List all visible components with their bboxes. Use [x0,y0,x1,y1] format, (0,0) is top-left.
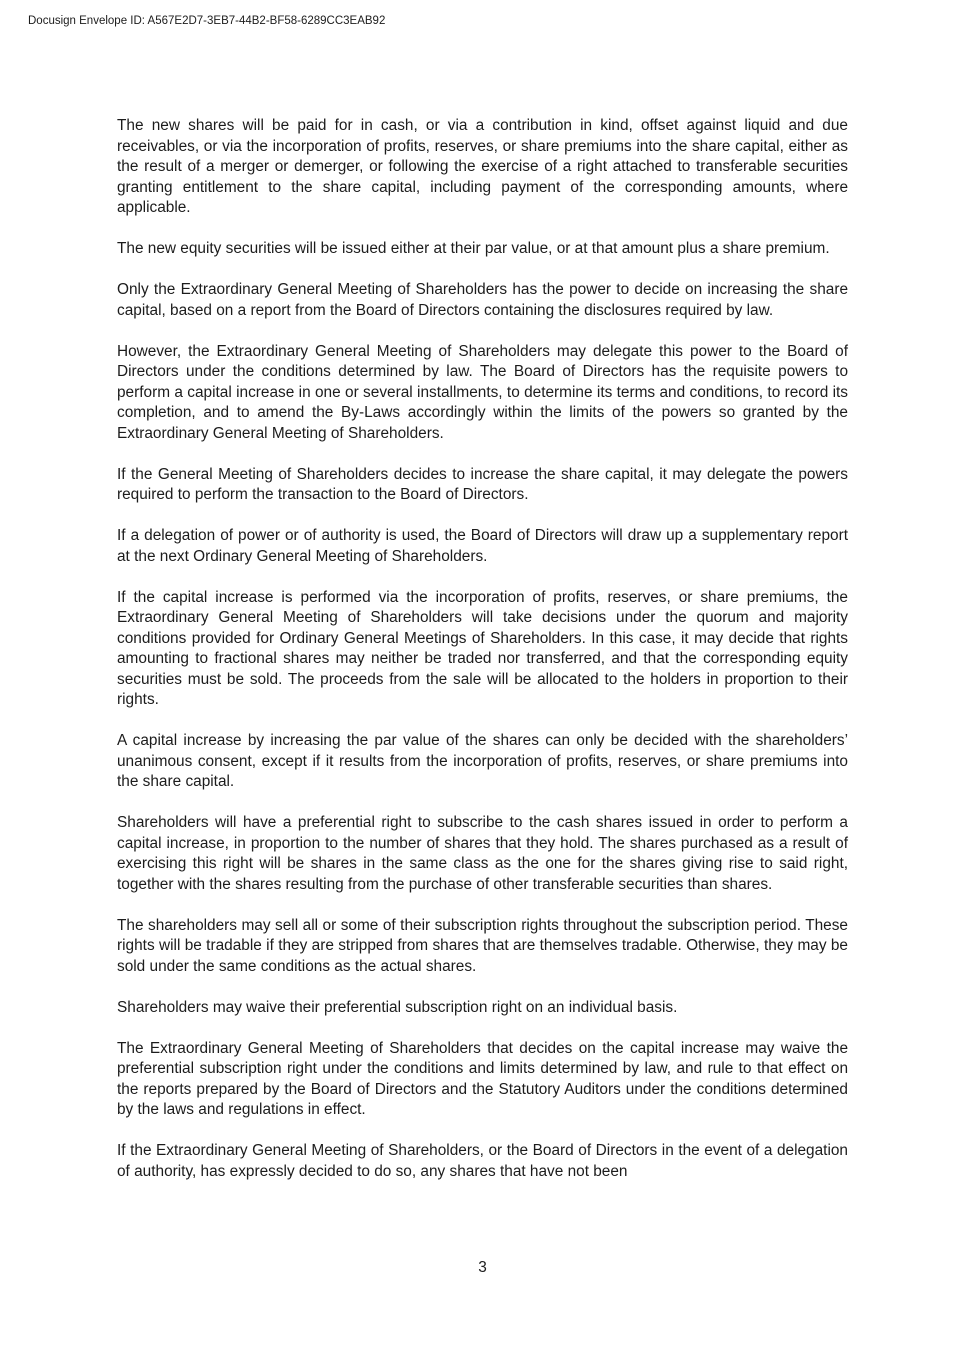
paragraph: If the capital increase is performed via the incorporation of profits, reserves, or share premiums, the Extraordinary General Meeting of Shareholders will take decisions under the quorum and majority conditions provided for Ordinary General Meetings of Shareholders. In this case, it may decide that rights amounting to fractional shares may neither be traded nor transferred, and that the corresponding equity securities must be sold. The proceeds from the sale will be allocated to the holders in proportion to their rights. [117,588,848,708]
paragraph: The shareholders may sell all or some of their subscription rights throughout the subscription period. These rights will be tradable if they are stripped from shares that are themselves tradable. Otherwise, they may be sold under the same conditions as the actual shares. [117,916,848,975]
document-body [117,116,848,1203]
paragraph: The new equity securities will be issued either at their par value, or at that amount plus a share premium. [117,240,830,257]
paragraph: However, the Extraordinary General Meeting of Shareholders may delegate this power to the Board of Directors under the conditions determined by law. The Board of Directors has the requisite powers to perform a capital increase in one or several installments, to determine its terms and conditions, to record its completion, and to amend the By-Laws accordingly within the limits of the powers so granted by the Extraordinary General Meeting of Shareholders. [117,342,848,442]
paragraph: The new shares will be paid for in cash, or via a contribution in kind, offset against liquid and due receivables, or via the incorporation of profits, reserves, or share premiums into the share capital, either as the result of a merger or demerger, or following the exercise of a right attached to transferable securities granting entitlement to the share capital, including payment of the corresponding amounts, where applicable. [117,117,848,216]
paragraph: If the General Meeting of Shareholders decides to increase the share capital, it may delegate the powers required to perform the transaction to the Board of Directors. [117,465,848,503]
page-number: 3 [478,1259,487,1276]
paragraph: If a delegation of power or of authority is used, the Board of Directors will draw up a supplementary report at the next Ordinary General Meeting of Shareholders. [117,527,848,565]
docusign-envelope-id: Docusign Envelope ID: A567E2D7-3EB7-44B2-BF58-6289CC3EAB92 [28,15,386,27]
paragraph: A capital increase by increasing the par value of the shares can only be decided with the shareholders’ unanimous consent, except if it results from the incorporation of profits, reserves, or share premiums into the share capital. [117,732,848,790]
paragraph: If the Extraordinary General Meeting of Shareholders, or the Board of Directors in the event of a delegation of authority, has expressly decided to do so, any shares that have not been [117,1142,848,1180]
paragraph: Shareholders will have a preferential right to subscribe to the cash shares issued in order to perform a capital increase, in proportion to the number of shares that they hold. The shares purchased as a result of exercising this right will be shares in the same class as the one for the shares giving rise to said right, together with the shares resulting from the purchase of other transferable securities than shares. [117,814,848,893]
paragraph: The Extraordinary General Meeting of Shareholders that decides on the capital increase may waive the preferential subscription right under the conditions and limits determined by law, and rule to that effect on the reports prepared by the Board of Directors and the Statutory Auditors under the conditions determined by the laws and regulations in effect. [117,1039,848,1118]
paragraph: Shareholders may waive their preferential subscription right on an individual basis. [117,998,678,1016]
paragraph: Only the Extraordinary General Meeting of Shareholders has the power to decide on increasing the share capital, based on a report from the Board of Directors containing the disclosures required by law. [117,281,848,319]
